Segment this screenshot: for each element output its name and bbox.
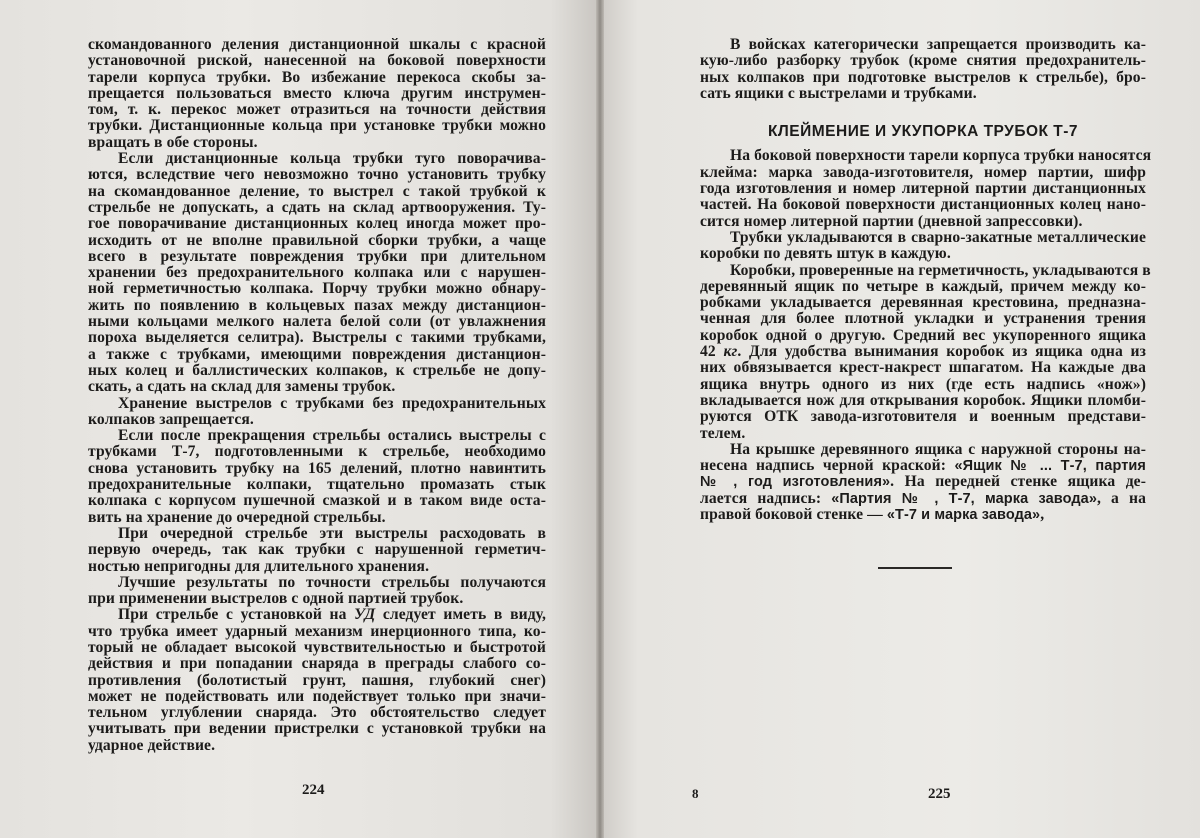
text-line: Лучшие результаты по точности стрельбы получаются <box>118 573 546 591</box>
text-line: исходить от не вполне правильной сборки трубки, а чаще <box>88 231 546 249</box>
text-line: вкладывается нож для открывания коробок. Ящики пломби- <box>700 391 1146 409</box>
paragraph <box>700 442 1146 523</box>
left-page-text <box>88 37 546 754</box>
text-line: противления (болотистый грунт, пашня, глубокий снег) <box>88 671 546 689</box>
text-line: том, т. к. перекос может отразиться на точности действия <box>88 101 546 119</box>
text-line: деревянный ящик по четыре в каждый, причем между ко- <box>700 277 1146 295</box>
text-line: ящика внутрь одного из них (где есть надпись «нож») <box>700 375 1146 393</box>
left-page <box>0 0 598 838</box>
bold-text: «Ящик № ... Т-7, партия <box>954 458 1146 475</box>
text-line: ударное действие. <box>88 736 216 754</box>
text-segment: следует иметь в виду, <box>375 606 547 624</box>
paragraph <box>88 396 546 429</box>
text-line: тарели корпуса трубки. Во избежание перекоса скобы за- <box>88 68 546 86</box>
text-segment: , а на <box>1096 489 1146 507</box>
text-line: На боковой поверхности тарели корпуса трубки наносятся <box>730 147 1152 165</box>
text-line: руются ОТК завода-изготовителя и военным представи- <box>700 408 1146 426</box>
text-segment: . Для удобства вынимания коробок из ящика одна из <box>737 343 1146 361</box>
text-line: вить на хранение до очередной стрельбы. <box>88 508 386 526</box>
text-line: а также с трубками, имеющими повреждения дистанцион- <box>88 345 546 363</box>
text-line: ются, вследствие чего невозможно точно установить трубку <box>88 166 546 184</box>
text-line: Если после прекращения стрельбы остались выстрелы с <box>118 427 546 445</box>
text-line: На крышке деревянного ящика с наружной стороны на- <box>730 440 1146 458</box>
text-line <box>700 458 1146 474</box>
paragraph <box>88 37 546 151</box>
text-line: колпака с корпусом пушечной смазкой и в таком виде оста- <box>88 492 546 510</box>
paragraph <box>88 428 546 526</box>
paragraph <box>88 151 546 395</box>
text-line: Трубки укладываются в сварно-закатные металлические <box>730 228 1146 246</box>
text-line: учитывать при ведении пристрелки с установкой трубки на <box>88 720 546 738</box>
paragraph <box>700 261 1151 442</box>
text-line: В войсках категорически запрещается производить ка- <box>730 36 1146 53</box>
page-number-left: 224 <box>302 782 325 798</box>
text-line: робками укладывается деревянная крестовина, предназна- <box>700 294 1146 312</box>
text-line: стрельбе не допускать, а сдать на склад артвооружения. Ту- <box>88 198 546 216</box>
paragraph <box>700 147 1152 230</box>
text-line: на скомандованное деление, то выстрел с такой трубкой к <box>88 182 546 200</box>
text-line: скомандованного деления дистанционной шкалы с красной <box>88 36 546 53</box>
text-line <box>700 507 1146 523</box>
paragraph <box>88 526 546 575</box>
paragraph <box>88 575 546 608</box>
text-segment: лается надпись: <box>700 489 832 507</box>
text-line: ной герметичностью колпака. Порчу трубки можно обнару- <box>88 280 546 298</box>
text-line: всего в результате повреждения трубки при длительном <box>88 247 546 265</box>
text-line: трубки. Дистанционные кольца при установке трубки можно <box>88 117 546 135</box>
text-line: года изготовления и номер литерной партии дистанционных <box>700 180 1146 198</box>
text-line: скать, а сдать на склад для замены трубок. <box>88 378 396 396</box>
section-heading: КЛЕЙМЕНИЕ И УКУПОРКА ТРУБОК Т-7 <box>767 123 1079 141</box>
text-segment: При стрельбе с установкой на <box>118 606 355 624</box>
text-line: жить по появлению в кольцевых пазах между дистанцион- <box>88 296 546 314</box>
text-segment: 42 <box>700 343 724 361</box>
text-line <box>700 344 1146 360</box>
text-segment: , <box>1040 506 1045 524</box>
text-line: клейма: марка завода-изготовителя, номер партии, шифр <box>700 163 1146 181</box>
italic-text: кг <box>723 343 738 361</box>
text-line: гое поворачивание дистанционных колец иногда может про- <box>88 215 546 233</box>
book-spine <box>596 0 604 838</box>
text-line: первую очередь, так как трубки с нарушенной герметич- <box>88 541 546 559</box>
text-segment: правой боковой стенке — <box>700 506 887 524</box>
text-line: может не подействовать или подействует только при значи- <box>88 687 546 705</box>
text-line: вращать в обе стороны. <box>88 133 258 151</box>
text-line: снова установить трубку на 165 делений, плотно навинтить <box>88 459 546 477</box>
text-line: частей. На боковой поверхности дистанционных колец нано- <box>700 196 1146 214</box>
italic-text: УД <box>354 606 376 624</box>
text-line: Если дистанционные кольца трубки туго поворачива- <box>118 150 546 168</box>
text-line: хранении без предохранительного колпака или с нарушен- <box>88 264 546 282</box>
paragraph <box>700 230 1146 263</box>
text-segment: . На передней стенке ящика де- <box>890 473 1146 491</box>
text-line: при применении выстрелов с одной партией трубок. <box>88 590 464 608</box>
text-line: При очередной стрельбе эти выстрелы расходовать в <box>118 524 546 542</box>
text-line: торый не обладает высокой чувствительностью и быстротой <box>88 638 546 656</box>
text-line: действия и при попадании снаряда в преграды слабого со- <box>88 655 546 673</box>
bold-text: № , год изготовления» <box>700 474 891 491</box>
text-line: ными кольцами мелкого налета белой соли (от увлажнения <box>88 313 546 331</box>
text-line: ных колец и баллистических колпаков, к стрельбе не допу- <box>88 361 546 379</box>
text-line: сится номер литерной партии (дневной запрессовки). <box>700 212 1083 230</box>
text-line: них обвязывается крест-накрест шпагатом. На каждые два <box>700 359 1146 377</box>
signature-mark: 8 <box>692 786 699 801</box>
text-line: предохранительные колпаки, тщательно промазать стык <box>88 476 546 494</box>
page-number-right: 225 <box>928 786 951 802</box>
text-line: что трубка имеет ударный механизм инерционного типа, ко- <box>88 622 546 640</box>
text-line <box>700 491 1146 507</box>
right-page-text <box>700 36 1152 524</box>
text-line: прещается пользоваться вместо ключа другим инструмен- <box>88 84 546 102</box>
paragraph <box>88 607 546 754</box>
text-line: колпаков запрещается. <box>88 410 254 428</box>
bold-text: «Т-7 и марка завода» <box>886 507 1041 524</box>
text-line: коробки по девять штук в каждую. <box>700 245 951 263</box>
text-line: ных колпаков при подготовке выстрелов к стрельбе), бро- <box>700 68 1146 86</box>
text-line: сать ящики с выстрелами и трубками. <box>700 84 977 102</box>
text-line: коробок одной о другую. Средний вес укупоренного ящика <box>700 326 1146 344</box>
text-line <box>700 474 1146 490</box>
text-segment: несена надпись черной краской: <box>700 457 955 475</box>
text-line: Хранение выстрелов с трубками без предохранительных <box>118 394 546 412</box>
text-line: Коробки, проверенные на герметичность, укладываются в <box>730 261 1151 279</box>
text-line: пороха выделяется селитра). Выстрелы с такими трубками, <box>88 329 546 347</box>
paragraph <box>700 37 1146 102</box>
text-line <box>88 607 546 623</box>
text-line: тельном углублении снаряда. Это обстоятельство следует <box>88 704 546 722</box>
text-line: трубками Т-7, подготовленными к стрельбе, необходимо <box>88 443 546 461</box>
text-line: ностью непригодны для длительного хранения. <box>88 557 430 575</box>
text-line: телем. <box>700 424 746 442</box>
text-line: ченная для более плотной укладки и устранения трения <box>700 310 1146 328</box>
text-line: установочной риской, нанесенной на боковой поверхности <box>88 52 546 70</box>
text-line: кую-либо разборку трубок (кроме снятия предохранитель- <box>700 52 1146 70</box>
bold-text: «Партия № , Т-7, марка завода» <box>831 490 1097 507</box>
section-end-rule <box>878 567 952 569</box>
